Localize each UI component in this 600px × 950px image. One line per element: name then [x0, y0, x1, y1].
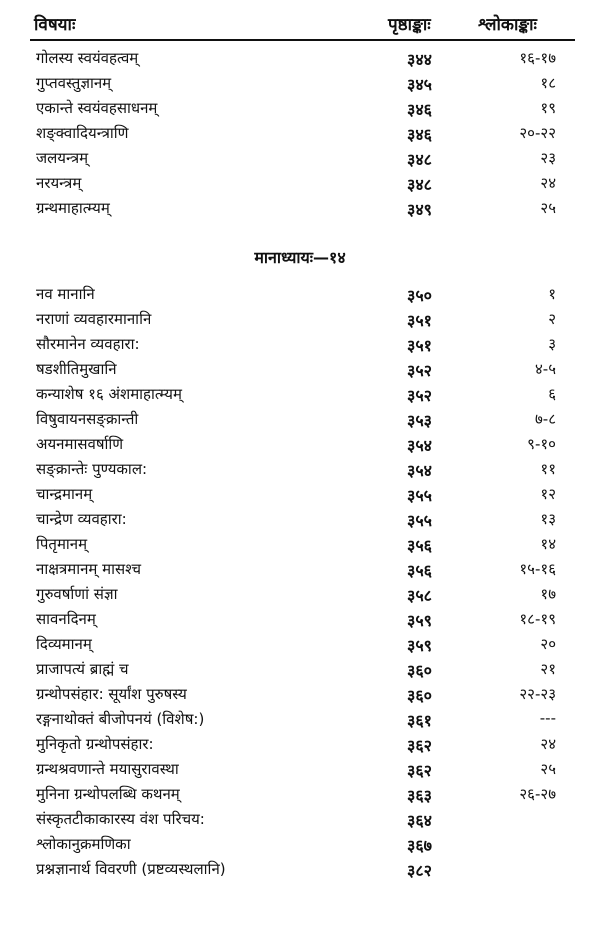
- entry-title: मुनिना ग्रन्थोपलब्धि कथनम्: [36, 785, 180, 803]
- entry-verse: २५: [540, 199, 556, 217]
- header-subject: विषयाः: [34, 15, 76, 35]
- contents-row: [0, 457, 600, 482]
- entry-page: ३५२: [407, 361, 432, 380]
- entry-page: ३५३: [407, 411, 432, 430]
- entry-title: दिव्यमानम्: [36, 635, 92, 653]
- entry-title: जलयन्त्रम्: [36, 149, 89, 167]
- contents-row: [0, 96, 600, 121]
- entry-title: नराणां व्यवहारमानानि: [36, 310, 152, 328]
- contents-row: [0, 782, 600, 807]
- contents-row: [0, 432, 600, 457]
- contents-list-top: [0, 46, 600, 221]
- contents-row: [0, 71, 600, 96]
- entry-title: कन्याशेष १६ अंशमाहात्म्यम्: [36, 385, 182, 403]
- entry-title: प्रश्नज्ञानार्थ विवरणी (प्रष्टव्यस्थलानि): [36, 860, 226, 878]
- entry-title: गोलस्य स्वयंवहत्वम्: [36, 49, 139, 67]
- entry-verse: १३: [540, 510, 556, 528]
- entry-verse: १४: [540, 535, 556, 553]
- header-verse-number: श्लोकाङ्काः: [478, 15, 537, 35]
- contents-row: [0, 582, 600, 607]
- contents-row: [0, 657, 600, 682]
- contents-row: [0, 196, 600, 221]
- entry-title: षडशीतिमुखानि: [36, 360, 117, 378]
- entry-title: संस्कृतटीकाकारस्य वंश परिचय:: [36, 810, 205, 828]
- entry-verse: ---: [539, 709, 556, 727]
- entry-page: ३६१: [407, 711, 432, 730]
- contents-row: [0, 282, 600, 307]
- entry-verse: २४: [540, 735, 556, 753]
- entry-verse: ११: [540, 460, 556, 478]
- entry-title: चान्द्रेण व्यवहारा:: [36, 510, 127, 528]
- contents-row: [0, 682, 600, 707]
- entry-page: ३४४: [407, 50, 432, 69]
- entry-title: पितृमानम्: [36, 535, 88, 553]
- entry-title: नाक्षत्रमानम् मासश्च: [36, 560, 142, 578]
- contents-row: [0, 757, 600, 782]
- entry-verse: ३: [548, 335, 556, 353]
- entry-verse: २०-२२: [519, 124, 556, 142]
- entry-verse: १२: [540, 485, 556, 503]
- entry-page: ३५१: [407, 336, 432, 355]
- entry-title: नरयन्त्रम्: [36, 174, 82, 192]
- table-header: [0, 12, 600, 38]
- entry-title: श्लोकानुक्रमणिका: [36, 835, 131, 853]
- contents-row: [0, 332, 600, 357]
- entry-page: ३४८: [407, 150, 432, 169]
- entry-page: ३५८: [407, 586, 432, 605]
- entry-title: सौरमानेन व्यवहारा:: [36, 335, 140, 353]
- entry-title: सावनदिनम्: [36, 610, 96, 628]
- chapter-heading: [0, 246, 600, 268]
- contents-row: [0, 357, 600, 382]
- entry-verse: ४-५: [534, 360, 556, 378]
- entry-title: ग्रन्थोपसंहार: सूर्यांश पुरुषस्य: [36, 685, 187, 703]
- contents-row: [0, 532, 600, 557]
- contents-row: [0, 857, 600, 882]
- entry-page: ३५१: [407, 311, 432, 330]
- entry-page: ३४९: [407, 200, 432, 219]
- entry-page: ३५५: [407, 486, 432, 505]
- entry-verse: ९-१०: [527, 435, 556, 453]
- contents-row: [0, 832, 600, 857]
- entry-verse: २५: [540, 760, 556, 778]
- contents-row: [0, 146, 600, 171]
- entry-verse: २३: [540, 149, 556, 167]
- entry-title: गुप्तवस्तुज्ञानम्: [36, 74, 112, 92]
- entry-verse: ६: [548, 385, 556, 403]
- entry-title: ग्रन्थश्रवणान्ते मयासुरावस्था: [36, 760, 179, 778]
- contents-row: [0, 382, 600, 407]
- contents-row: [0, 557, 600, 582]
- entry-verse: १५-१६: [519, 560, 556, 578]
- entry-title: प्राजापत्यं ब्राह्मं च: [36, 660, 129, 678]
- header-page-number: पृष्ठाङ्काः: [388, 15, 431, 35]
- entry-page: ३५२: [407, 386, 432, 405]
- entry-title: विषुवायनसङ्क्रान्ती: [36, 410, 139, 428]
- entry-title: रङ्गनाथोक्तं बीजोपनयं (विशेष:): [36, 710, 205, 728]
- entry-page: ३५९: [407, 611, 432, 630]
- entry-title: अयनमासवर्षाणि: [36, 435, 124, 453]
- entry-verse: १९: [540, 99, 556, 117]
- entry-verse: २१: [540, 660, 556, 678]
- contents-row: [0, 507, 600, 532]
- entry-title: गुरुवर्षाणां संज्ञा: [36, 585, 118, 603]
- entry-title: मुनिकृतो ग्रन्थोपसंहार:: [36, 735, 154, 753]
- entry-verse: १८-१९: [519, 610, 556, 628]
- entry-page: ३४६: [407, 125, 432, 144]
- entry-page: ३६२: [407, 761, 432, 780]
- entry-title: शङ्क्वादियन्त्राणि: [36, 124, 129, 142]
- contents-list-bottom: [0, 282, 600, 882]
- entry-page: ३८२: [407, 861, 432, 880]
- entry-title: नव मानानि: [36, 285, 95, 303]
- entry-page: ३४८: [407, 175, 432, 194]
- entry-page: ३६४: [407, 811, 432, 830]
- entry-page: ३४६: [407, 100, 432, 119]
- entry-verse: १६-१७: [519, 49, 556, 67]
- contents-row: [0, 482, 600, 507]
- entry-page: ३५४: [407, 461, 432, 480]
- chapter-title: मानाध्यायः—१४: [254, 248, 346, 267]
- entry-title: एकान्ते स्वयंवहसाधनम्: [36, 99, 158, 117]
- contents-row: [0, 732, 600, 757]
- contents-row: [0, 632, 600, 657]
- entry-title: चान्द्रमानम्: [36, 485, 93, 503]
- entry-page: ३५९: [407, 636, 432, 655]
- entry-verse: १८: [540, 74, 556, 92]
- entry-verse: २२-२३: [519, 685, 556, 703]
- contents-row: [0, 121, 600, 146]
- entry-verse: २४: [540, 174, 556, 192]
- entry-page: ३६३: [407, 786, 432, 805]
- entry-page: ३६७: [407, 836, 432, 855]
- entry-verse: २०: [540, 635, 556, 653]
- entry-page: ३४५: [407, 75, 432, 94]
- contents-row: [0, 171, 600, 196]
- entry-page: ३५४: [407, 436, 432, 455]
- contents-row: [0, 46, 600, 71]
- entry-page: ३६०: [407, 686, 432, 705]
- contents-row: [0, 407, 600, 432]
- entry-title: ग्रन्थमाहात्म्यम्: [36, 199, 110, 217]
- contents-row: [0, 307, 600, 332]
- contents-row: [0, 807, 600, 832]
- entry-page: ३५०: [407, 286, 432, 305]
- entry-verse: १: [548, 285, 556, 303]
- entry-verse: २६-२७: [519, 785, 556, 803]
- entry-page: ३५६: [407, 561, 432, 580]
- entry-page: ३५५: [407, 511, 432, 530]
- contents-row: [0, 607, 600, 632]
- entry-verse: २: [548, 310, 556, 328]
- entry-page: ३६०: [407, 661, 432, 680]
- entry-verse: ७-८: [534, 410, 556, 428]
- entry-page: ३५६: [407, 536, 432, 555]
- entry-page: ३६२: [407, 736, 432, 755]
- entry-title: सङ्क्रान्तेः पुण्यकाल:: [36, 460, 148, 478]
- header-divider: [30, 39, 575, 41]
- contents-row: [0, 707, 600, 732]
- entry-verse: १७: [540, 585, 556, 603]
